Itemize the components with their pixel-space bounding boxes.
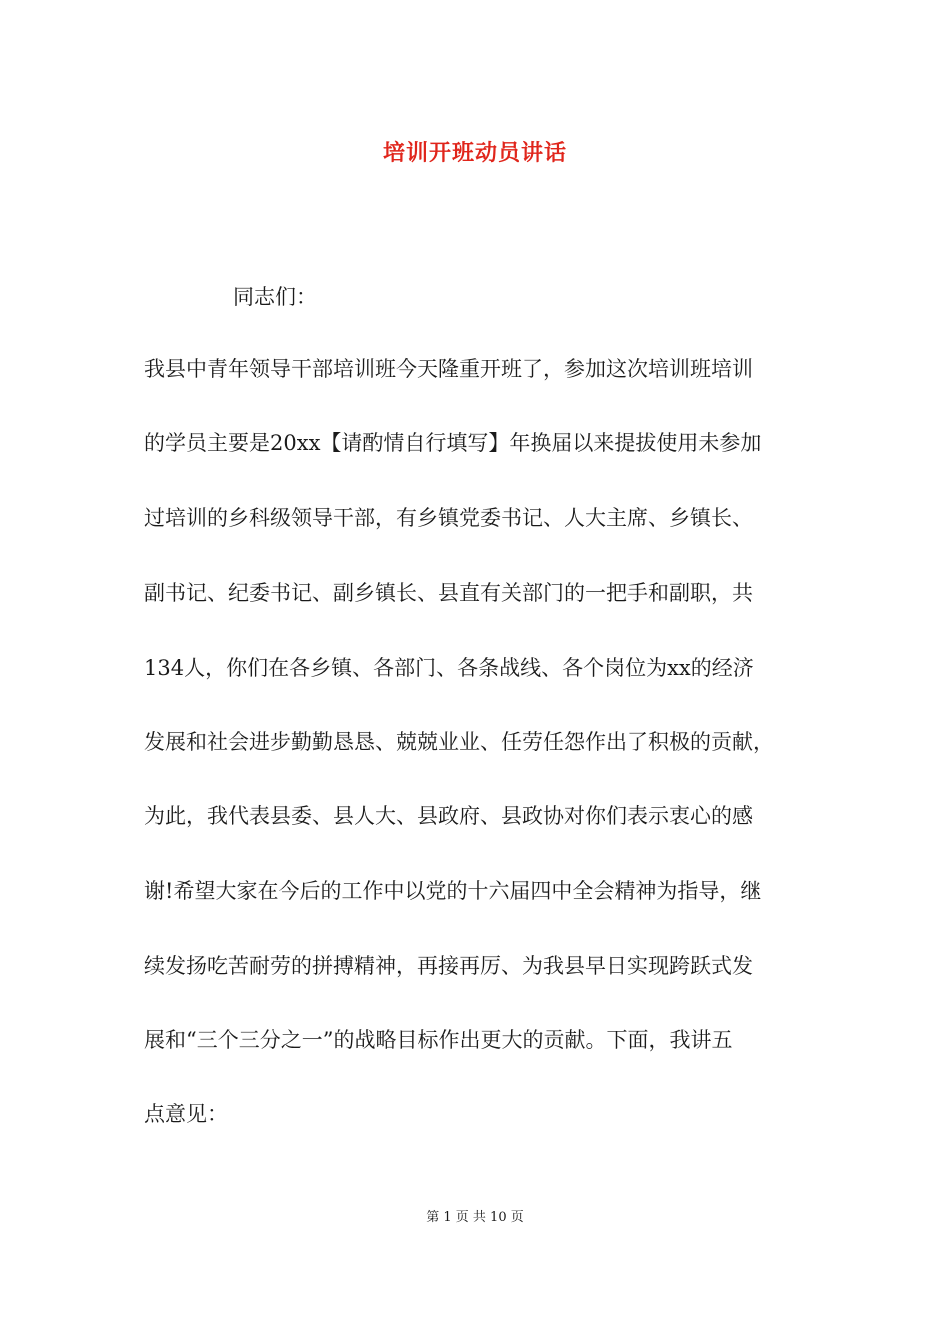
body-line-5: 134人，你们在各乡镇、各部门、各条战线、各个岗位为xx的经济 (144, 656, 754, 680)
body-line-10: 展和“三个三分之一”的战略目标作出更大的贡献。下面，我讲五 (144, 1028, 733, 1052)
body-line-6: 发展和社会进步勤勤恳恳、兢兢业业、任劳任怨作出了积极的贡献， (144, 730, 774, 754)
document-title: 培训开班动员讲话 (382, 141, 567, 166)
body-line-8: 谢!希望大家在今后的工作中以党的十六届四中全会精神为指导，继 (144, 879, 762, 903)
body-line-4: 副书记、纪委书记、副乡镇长、县直有关部门的一把手和副职，共 (144, 581, 753, 605)
page-footer: 第 1 页 共 10 页 (426, 1210, 524, 1225)
salutation: 同志们： (233, 285, 317, 309)
body-line-1: 我县中青年领导干部培训班今天隆重开班了，参加这次培训班培训 (144, 357, 753, 381)
body-line-2: 的学员主要是20xx【请酌情自行填写】年换届以来提拔使用未参加 (144, 431, 762, 455)
body-line-7: 为此，我代表县委、县人大、县政府、县政协对你们表示衷心的感 (144, 804, 753, 828)
body-line-3: 过培训的乡科级领导干部，有乡镇党委书记、人大主席、乡镇长、 (144, 506, 753, 530)
body-line-11: 点意见： (144, 1102, 228, 1126)
body-line-9: 续发扬吃苦耐劳的拼搏精神，再接再厉、为我县早日实现跨跃式发 (144, 954, 753, 978)
